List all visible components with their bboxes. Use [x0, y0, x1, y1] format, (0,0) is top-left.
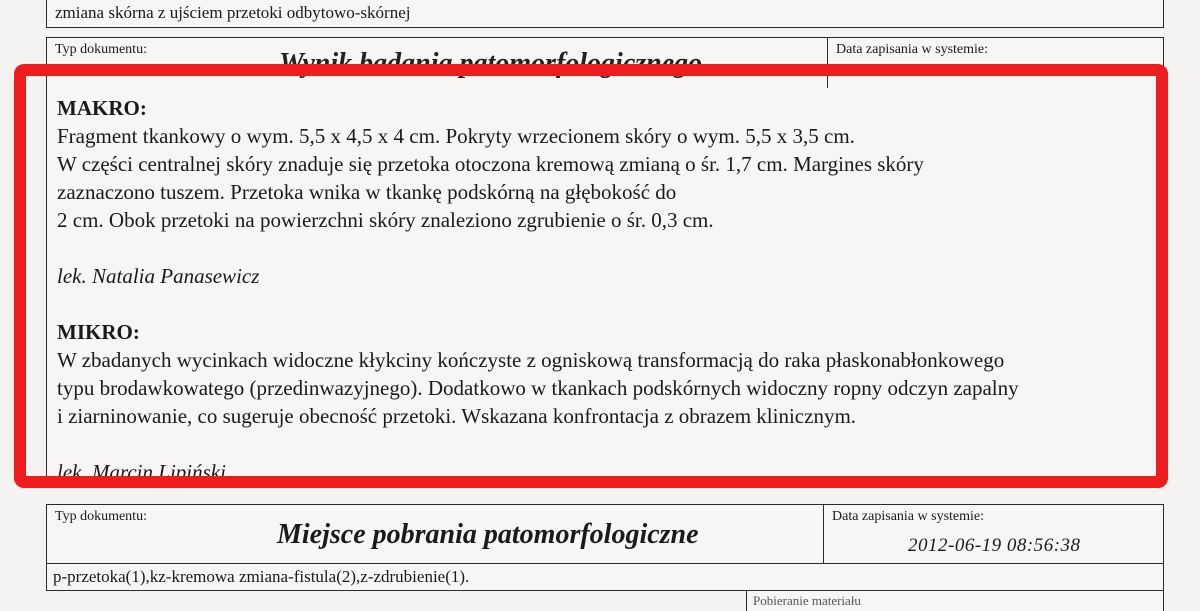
makro-heading: MAKRO:: [57, 96, 147, 120]
doc-type-label: Typ dokumentu:: [55, 509, 147, 524]
sample-codes-text: p-przetoka(1),kz-kremowa zmiana-fistula(2),z-zdrubienie(1).: [53, 567, 470, 586]
doc-date-cell: [824, 505, 1163, 563]
doc-date-value: 2012-06-19 08:56:38: [908, 535, 1081, 556]
previous-row: [46, 0, 1164, 28]
doc-header-location: [46, 504, 1164, 564]
next-row-fragment: [746, 590, 1164, 611]
previous-row-text: zmiana skórna z ujściem przetoki odbytowo-skórnej: [55, 3, 411, 22]
makro-signature: lek. Natalia Panasewicz: [57, 264, 260, 288]
report-body: [46, 88, 1164, 484]
doc-title: Miejsce pobrania patomorfologiczne: [277, 519, 699, 550]
makro-line: W części centralnej skóry znaduje się przetoka otoczona kremową zmianą o śr. 1,7 cm. Margines skóry: [57, 152, 924, 176]
mikro-line: i ziarninowanie, co sugeruje obecność przetoki. Wskazana konfrontacja z obrazem klinicznym.: [57, 404, 857, 428]
makro-line: Fragment tkankowy o wym. 5,5 x 4,5 x 4 cm. Pokryty wrzecionem skóry o wym. 5,5 x 3,5 cm.: [57, 124, 855, 148]
makro-line: zaznaczono tuszem. Przetoka wnika w tkankę podskórną na głębokość do: [57, 180, 677, 204]
report-content: [57, 94, 1019, 486]
doc-title-partial: Wynik badania patomorfologicznego: [279, 48, 703, 79]
doc-header-results: [46, 37, 1164, 89]
doc-type-cell: [47, 505, 824, 563]
mikro-line: typu brodawkowatego (przedinwazyjnego). Dodatkowo w tkankach podskórnych widoczny ropny odczyn zapalny: [57, 376, 1019, 400]
mikro-heading: MIKRO:: [57, 320, 140, 344]
doc-date-cell: [828, 38, 1163, 88]
makro-line: 2 cm. Obok przetoki na powierzchni skóry znaleziono zgrubienie o śr. 0,3 cm.: [57, 208, 714, 232]
doc-date-label: Data zapisania w systemie:: [836, 42, 989, 57]
mikro-line: W zbadanych wycinkach widoczne kłykciny kończyste z ogniskową transformacją do raka płaskonabłonkowego: [57, 348, 1005, 372]
doc-type-label: Typ dokumentu:: [55, 42, 147, 57]
doc-date-label: Data zapisania w systemie:: [832, 509, 985, 524]
mikro-signature: lek. Marcin Lipiński: [57, 460, 226, 484]
sample-codes-row: [46, 563, 1164, 591]
doc-type-cell: [47, 38, 828, 88]
next-row-label: Pobieranie materiału: [753, 593, 861, 608]
